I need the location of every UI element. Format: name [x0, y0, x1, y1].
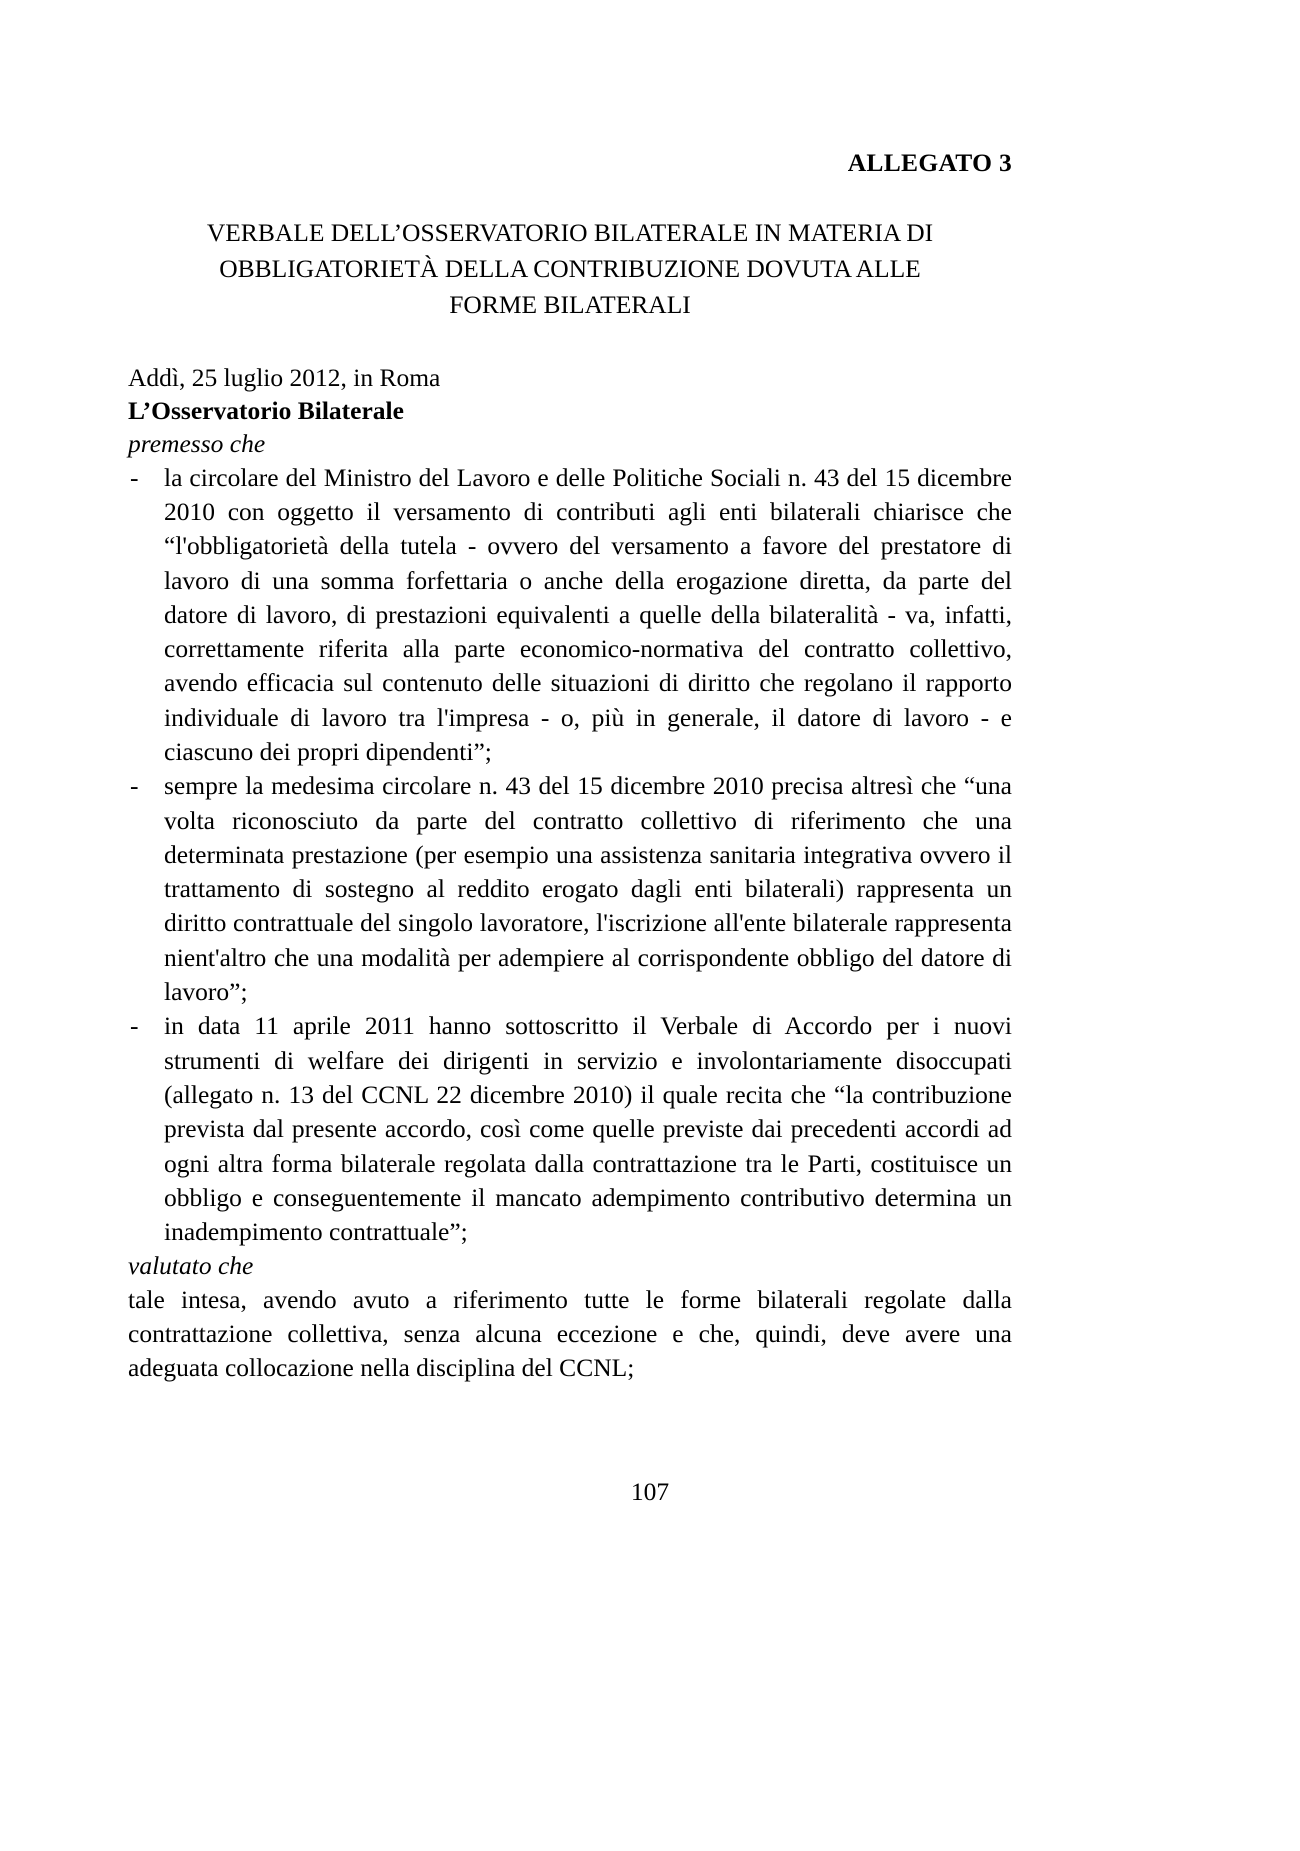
list-item-text: sempre la medesima circolare n. 43 del 15 dicembre 2010 precisa altresì che “una volta riconosciuto da parte del contratto collettivo di riferimento che una determinata prestazione (per esempio una assistenza sanitaria integrativa ovvero il trattamento di sostegno al reddito erogato dagli enti bilaterali) rappresenta un diritto contrattuale del singolo lavoratore, l'iscrizione all'ente bilaterale rappresenta nient'altro che una modalità per adempiere al corrispondente obbligo del datore di lavoro”; [164, 771, 1012, 1007]
list-item-text: in data 11 aprile 2011 hanno sottoscritto il Verbale di Accordo per i nuovi strumenti di welfare dei dirigenti in servizio e involontariamente disoccupati (allegato n. 13 del CCNL 22 dicembre 2010) il quale recita che “la contribuzione prevista dal presente accordo, così come quelle previste dai precedenti accordi ad ogni altra forma bilaterale regolata dalla contrattazione tra le Parti, costituisce un obbligo e conseguentemente il mancato adempimento contributivo determina un inadempimento contrattuale”; [164, 1011, 1012, 1247]
list-item-text: la circolare del Ministro del Lavoro e delle Politiche Sociali n. 43 del 15 dicembre 2010 con oggetto il versamento di contributi agli enti bilaterali chiarisce che “l'obbligatorietà della tutela - ovvero del versamento a favore del prestatore di lavoro di una somma forfettaria o anche della erogazione diretta, da parte del datore di lavoro, di prestazioni equivalenti a quelle della bilateralità - va, infatti, correttamente riferita alla parte economico-normativa del contratto collettivo, avendo efficacia sul contenuto delle situazioni di diritto che regolano il rapporto individuale di lavoro tra l'impresa - o, più in generale, il datore di lavoro - e ciascuno dei propri dipendenti”; [164, 462, 1012, 766]
title-line-3: FORME BILATERALI [449, 290, 691, 319]
list-item [128, 1009, 1012, 1249]
closing-paragraph: tale intesa, avendo avuto a riferimento tutte le forme bilaterali regolate dalla contrattazione collettiva, senza alcuna eccezione e che, quindi, deve avere una adeguata collocazione nella disciplina del CCNL; [128, 1284, 1012, 1383]
list-item [128, 769, 1012, 1009]
document-title [128, 215, 1012, 324]
premise-list [128, 461, 1012, 1250]
document-meta [128, 361, 1012, 460]
dash-marker: - [130, 771, 139, 801]
date-line: Addì, 25 luglio 2012, in Roma [128, 363, 441, 393]
subject-line: L’Osservatorio Bilaterale [128, 396, 404, 426]
annex-label: ALLEGATO 3 [847, 148, 1012, 177]
document-body [128, 148, 1012, 1385]
title-line-1: VERBALE DELL’OSSERVATORIO BILATERALE IN MATERIA DI [206, 217, 934, 247]
list-item [128, 461, 1012, 770]
dash-marker: - [130, 462, 139, 492]
dash-marker: - [130, 1011, 139, 1041]
title-line-2: OBBLIGATORIETÀ DELLA CONTRIBUZIONE DOVUTA ALLE [219, 253, 921, 283]
evaluation-heading: valutato che [128, 1251, 254, 1281]
page-number: 107 [630, 1477, 670, 1506]
premise-heading: premesso che [128, 429, 266, 459]
